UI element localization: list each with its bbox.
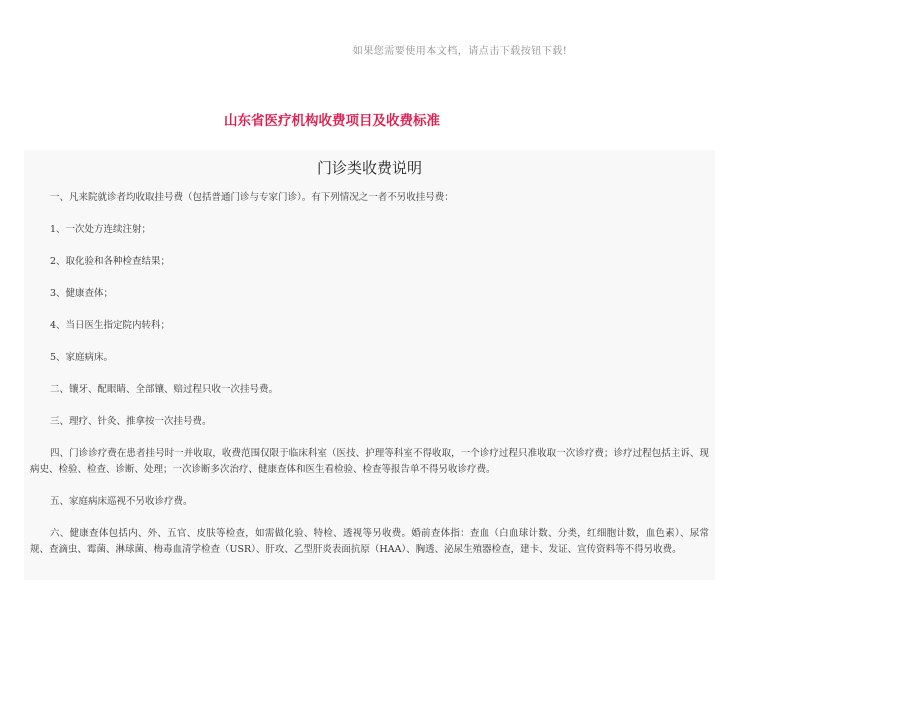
paragraph-8: 三、理疗、针灸、推拿按一次挂号费。 — [50, 416, 212, 427]
paragraph-3: 2、取化验和各种检查结果； — [50, 256, 171, 267]
paragraph-4: 3、健康查体； — [50, 288, 114, 299]
document-title: 山东省医疗机构收费项目及收费标准 — [224, 113, 440, 129]
content-panel — [24, 150, 715, 580]
paragraph-1: 一、凡来院就诊者均收取挂号费（包括普通门诊与专家门诊）。有下列情况之一者不另收挂号费： — [50, 192, 454, 203]
paragraph-5: 4、当日医生指定院内转科； — [50, 320, 171, 331]
paragraph-6: 5、家庭病床。 — [50, 352, 114, 363]
paragraph-9: 四、门诊诊疗费在患者挂号时一并收取，收费范围仅限于临床科室（医技、护理等科室不得收取，一个诊疗过程只准收取一次诊疗费；诊疗过程包括主诉、现病史、检验、检查、诊断、处理；一次诊断多次治疗、健康查体和医生看检验、检查等报告单不得另收诊疗费。 — [30, 448, 709, 475]
paragraph-7: 二、镶牙、配眼睛、全部镶、赔过程只收一次挂号费。 — [50, 384, 279, 395]
download-notice: 如果您需要使用本文档，请点击下载按钮下载! — [352, 46, 568, 57]
paragraph-10: 五、家庭病床巡视不另收诊疗费。 — [50, 496, 193, 507]
paragraph-2: 1、一次处方连续注射； — [50, 224, 152, 235]
paragraph-11: 六、健康查体包括内、外、五官、皮肤等检查，如需做化验、特检、透视等另收费。婚前查体指：查血（白血球计数、分类，红细胞计数，血色素）、尿常规、查滴虫、霉菌、淋球菌、梅毒血清学检查（USR）、肝攻、乙型肝炎表面抗原（HAA）、胸透、泌尿生殖器检查，建卡、发证、宣传资料等不得另收费。 — [30, 528, 709, 555]
section-title: 门诊类收费说明 — [316, 159, 422, 177]
